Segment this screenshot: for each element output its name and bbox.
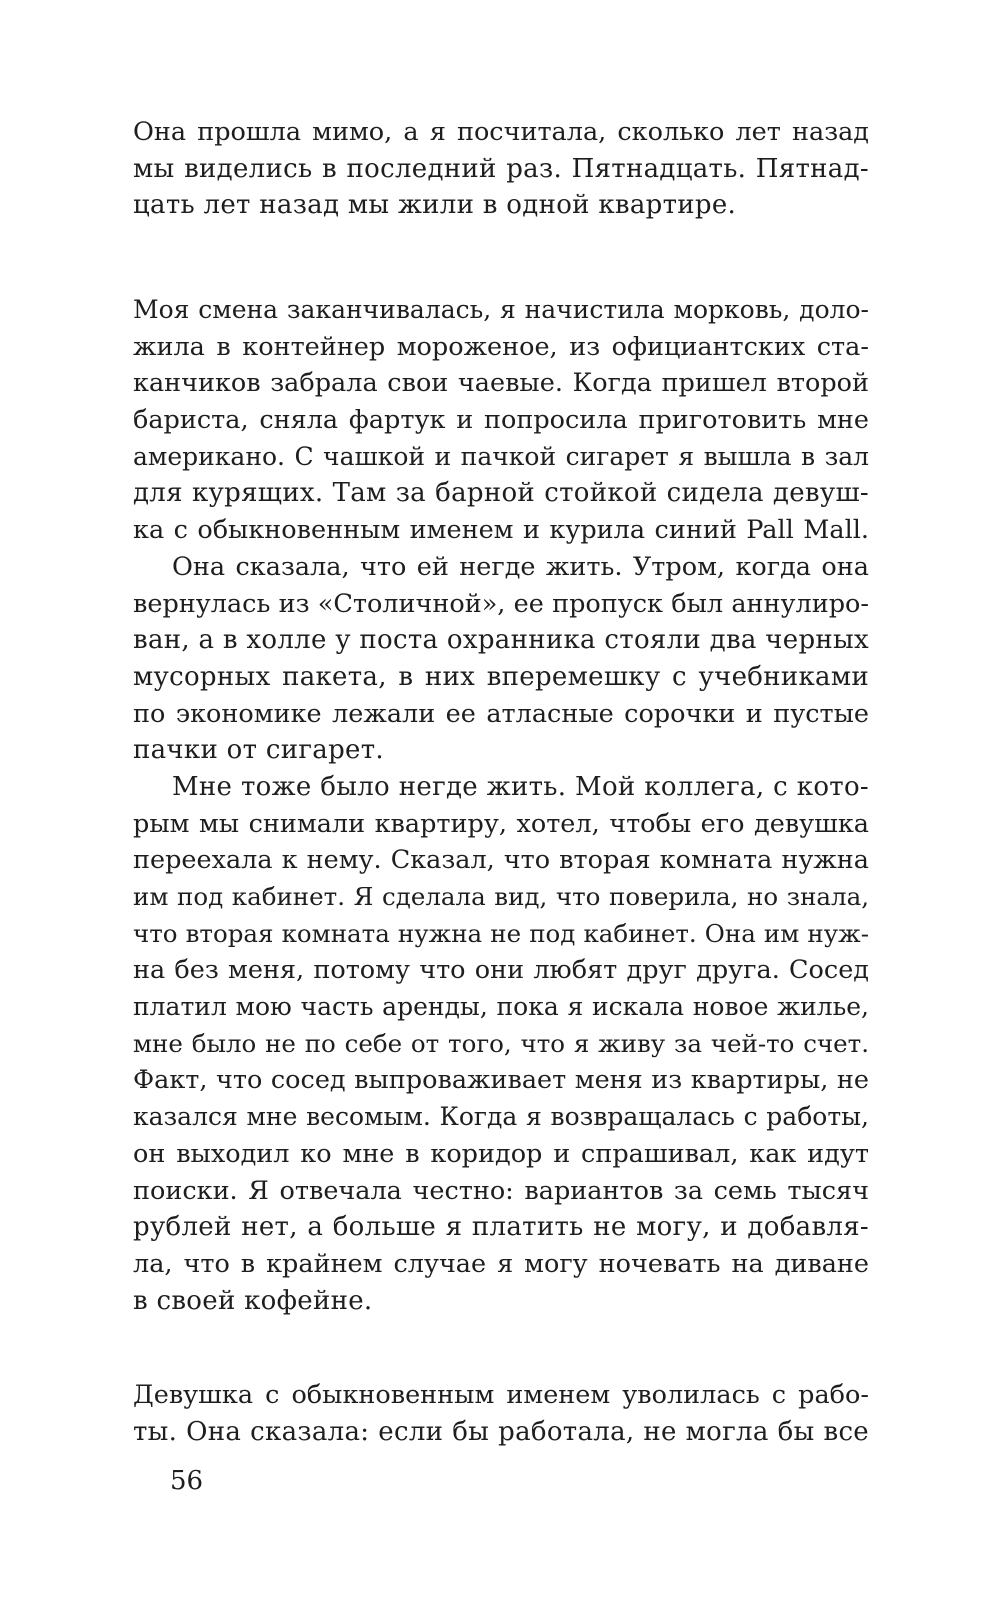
text-line: рым мы снимали квартиру, хотел, чтобы его девушка xyxy=(133,808,869,839)
text-line: поиски. Я отвечала честно: вариантов за семь тысяч xyxy=(133,1175,869,1206)
text-section-1 xyxy=(133,114,869,224)
text-section-2 xyxy=(133,292,869,1319)
text-line: жила в контейнер мороженое, из официантских ста- xyxy=(133,331,869,362)
text-line: Мне тоже было негде жить. Мой коллега, с кото- xyxy=(172,771,869,802)
text-line: мусорных пакета, в них вперемешку с учебниками xyxy=(133,661,869,692)
text-line: вернулась из «Столичной», ее пропуск был аннулиро- xyxy=(133,588,869,619)
text-line: пачки от сигарет. xyxy=(133,735,384,766)
text-line: ван, а в холле у поста охранника стояли два черных xyxy=(133,625,869,656)
text-line: американо. С чашкой и пачкой сигарет я вышла в зал xyxy=(133,441,869,471)
text-line: по экономике лежали ее атласные сорочки и пустые xyxy=(133,698,869,729)
text-line: ка с обыкновенным именем и курила синий Pall Mall. xyxy=(133,515,869,546)
text-line: рублей нет, а больше я платить не могу, и добавля- xyxy=(133,1212,869,1243)
text-line: в своей кофейне. xyxy=(133,1285,373,1316)
text-line: ты. Она сказала: если бы работала, не могла бы все xyxy=(133,1416,869,1447)
text-line: Факт, что сосед выпроваживает меня из квартиры, не xyxy=(133,1065,869,1096)
text-line: казался мне весомым. Когда я возвращалась с работы, xyxy=(133,1102,869,1132)
text-line: Она сказала, что ей негде жить. Утром, когда она xyxy=(172,551,869,582)
text-section-3 xyxy=(133,1377,869,1450)
text-line: для курящих. Там за барной стойкой сидела девуш- xyxy=(133,478,869,509)
text-line: Она прошла мимо, а я посчитала, сколько лет назад xyxy=(133,117,869,147)
page-number: 56 xyxy=(170,1466,204,1496)
text-line: переехала к нему. Сказал, что вторая комната нужна xyxy=(133,845,869,876)
text-line: он выходил ко мне в коридор и спрашивал, как идут xyxy=(133,1138,869,1169)
text-line: на без меня, потому что они любят друг друга. Сосед xyxy=(133,955,869,986)
text-line: ла, что в крайнем случае я могу ночевать на диване xyxy=(133,1248,869,1279)
text-line: мы виделись в последний раз. Пятнадцать. Пятнад- xyxy=(133,153,869,184)
text-line: бариста, сняла фартук и попросила приготовить мне xyxy=(133,405,869,436)
text-line: мне было не по себе от того, что я живу за чей-то счет. xyxy=(133,1028,869,1058)
text-line: Моя смена заканчивалась, я начистила морковь, доло- xyxy=(133,295,869,324)
text-line: Девушка с обыкновенным именем уволилась с рабо- xyxy=(133,1380,869,1410)
text-line: им под кабинет. Я сделала вид, что поверила, но знала, xyxy=(133,882,869,911)
text-line: цать лет назад мы жили в одной квартире. xyxy=(133,190,737,221)
text-line: канчиков забрала свои чаевые. Когда пришел второй xyxy=(133,368,869,399)
text-line: платил мою часть аренды, пока я искала новое жилье, xyxy=(133,992,869,1022)
text-line: что вторая комната нужна не под кабинет. Она им нуж- xyxy=(133,918,869,948)
